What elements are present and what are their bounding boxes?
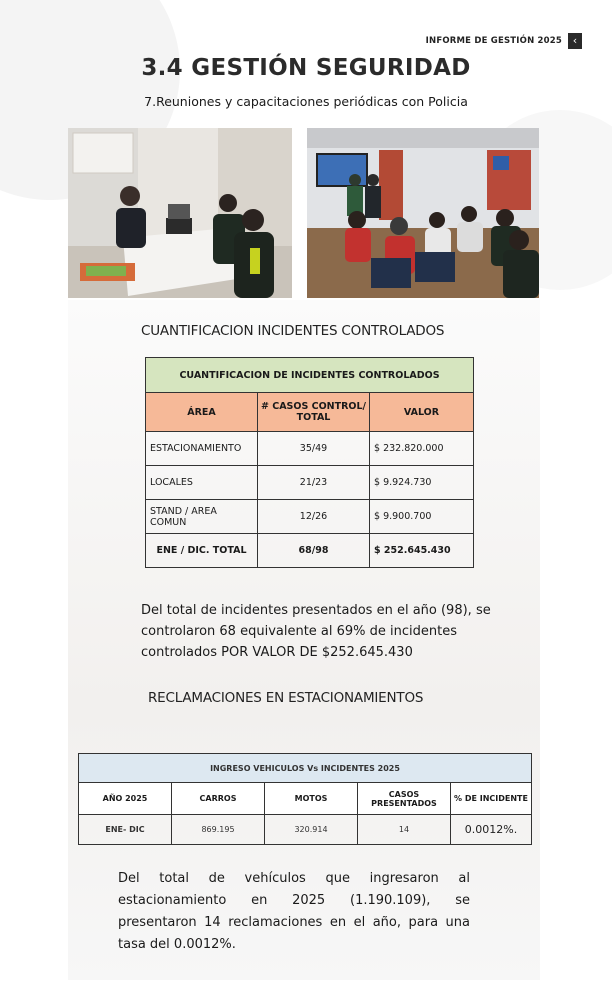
page-subtitle: 7.Reuniones y capacitaciones periódicas con Policia [144, 94, 468, 109]
table-cell-area: LOCALES [146, 466, 258, 500]
incidents-table-caption: CUANTIFICACION DE INCIDENTES CONTROLADOS [146, 358, 474, 393]
table-cell-cars: 869.195 [172, 815, 265, 845]
table-cell-cases: 35/49 [258, 432, 370, 466]
vehicles-table-header: MOTOS [265, 783, 358, 815]
meeting-photo-office [68, 128, 292, 298]
table-cell-cases: 14 [358, 815, 451, 845]
table-cell-total-value: $ 252.645.430 [370, 534, 474, 568]
chevron-left-icon: ‹ [572, 34, 578, 47]
table-cell-period: ENE- DIC [79, 815, 172, 845]
report-header-label: INFORME DE GESTIÓN 2025 [425, 36, 562, 46]
section-title-claims: RECLAMACIONES EN ESTACIONAMIENTOS [148, 690, 424, 706]
table-cell-value: $ 9.924.730 [370, 466, 474, 500]
incidents-table-header: # CASOS CONTROL/ TOTAL [258, 393, 370, 432]
table-cell-cases: 21/23 [258, 466, 370, 500]
meeting-photo-office-image [68, 128, 292, 298]
table-cell-area: ESTACIONAMIENTO [146, 432, 258, 466]
claims-summary-paragraph: Del total de vehículos que ingresaron al estacionamiento en 2025 (1.190.109), se presentaron 14 reclamaciones en el año, para una tasa del 0.0012%. [118, 871, 470, 952]
incidents-table-header: ÁREA [146, 393, 258, 432]
vehicles-table-header: CARROS [172, 783, 265, 815]
table-cell-total-label: ENE / DIC. TOTAL [146, 534, 258, 568]
incidents-table-header: VALOR [370, 393, 474, 432]
vehicles-table-header: % DE INCIDENTE [451, 783, 532, 815]
table-cell-incident-rate: 0.0012%. [451, 815, 532, 845]
table-cell-motorcycles: 320.914 [265, 815, 358, 845]
table-row [79, 815, 532, 845]
page-title: 3.4 GESTIÓN SEGURIDAD [141, 55, 471, 81]
vehicles-table-header: CASOS PRESENTADOS [358, 783, 451, 815]
table-row [146, 466, 474, 500]
vehicles-table [78, 753, 532, 845]
back-button[interactable] [568, 33, 582, 49]
incidents-table [145, 357, 474, 568]
table-cell-value: $ 9.900.700 [370, 500, 474, 534]
table-cell-total-cases: 68/98 [258, 534, 370, 568]
meeting-photo-group [307, 128, 539, 298]
table-row [146, 432, 474, 466]
table-cell-value: $ 232.820.000 [370, 432, 474, 466]
vehicles-table-caption: INGRESO VEHICULOS Vs INCIDENTES 2025 [79, 754, 532, 783]
table-cell-area: STAND / AREA COMUN [146, 500, 258, 534]
table-total-row [146, 534, 474, 568]
table-cell-cases: 12/26 [258, 500, 370, 534]
incidents-summary-paragraph: Del total de incidentes presentados en el año (98), se controlaron 68 equivalente al 69% de incidentes controlados POR VALOR DE $252.645.430 [141, 603, 491, 660]
vehicles-table-header: AÑO 2025 [79, 783, 172, 815]
table-row [146, 500, 474, 534]
section-title-incidents: CUANTIFICACION INCIDENTES CONTROLADOS [141, 323, 445, 339]
meeting-photo-group-image [307, 128, 539, 298]
